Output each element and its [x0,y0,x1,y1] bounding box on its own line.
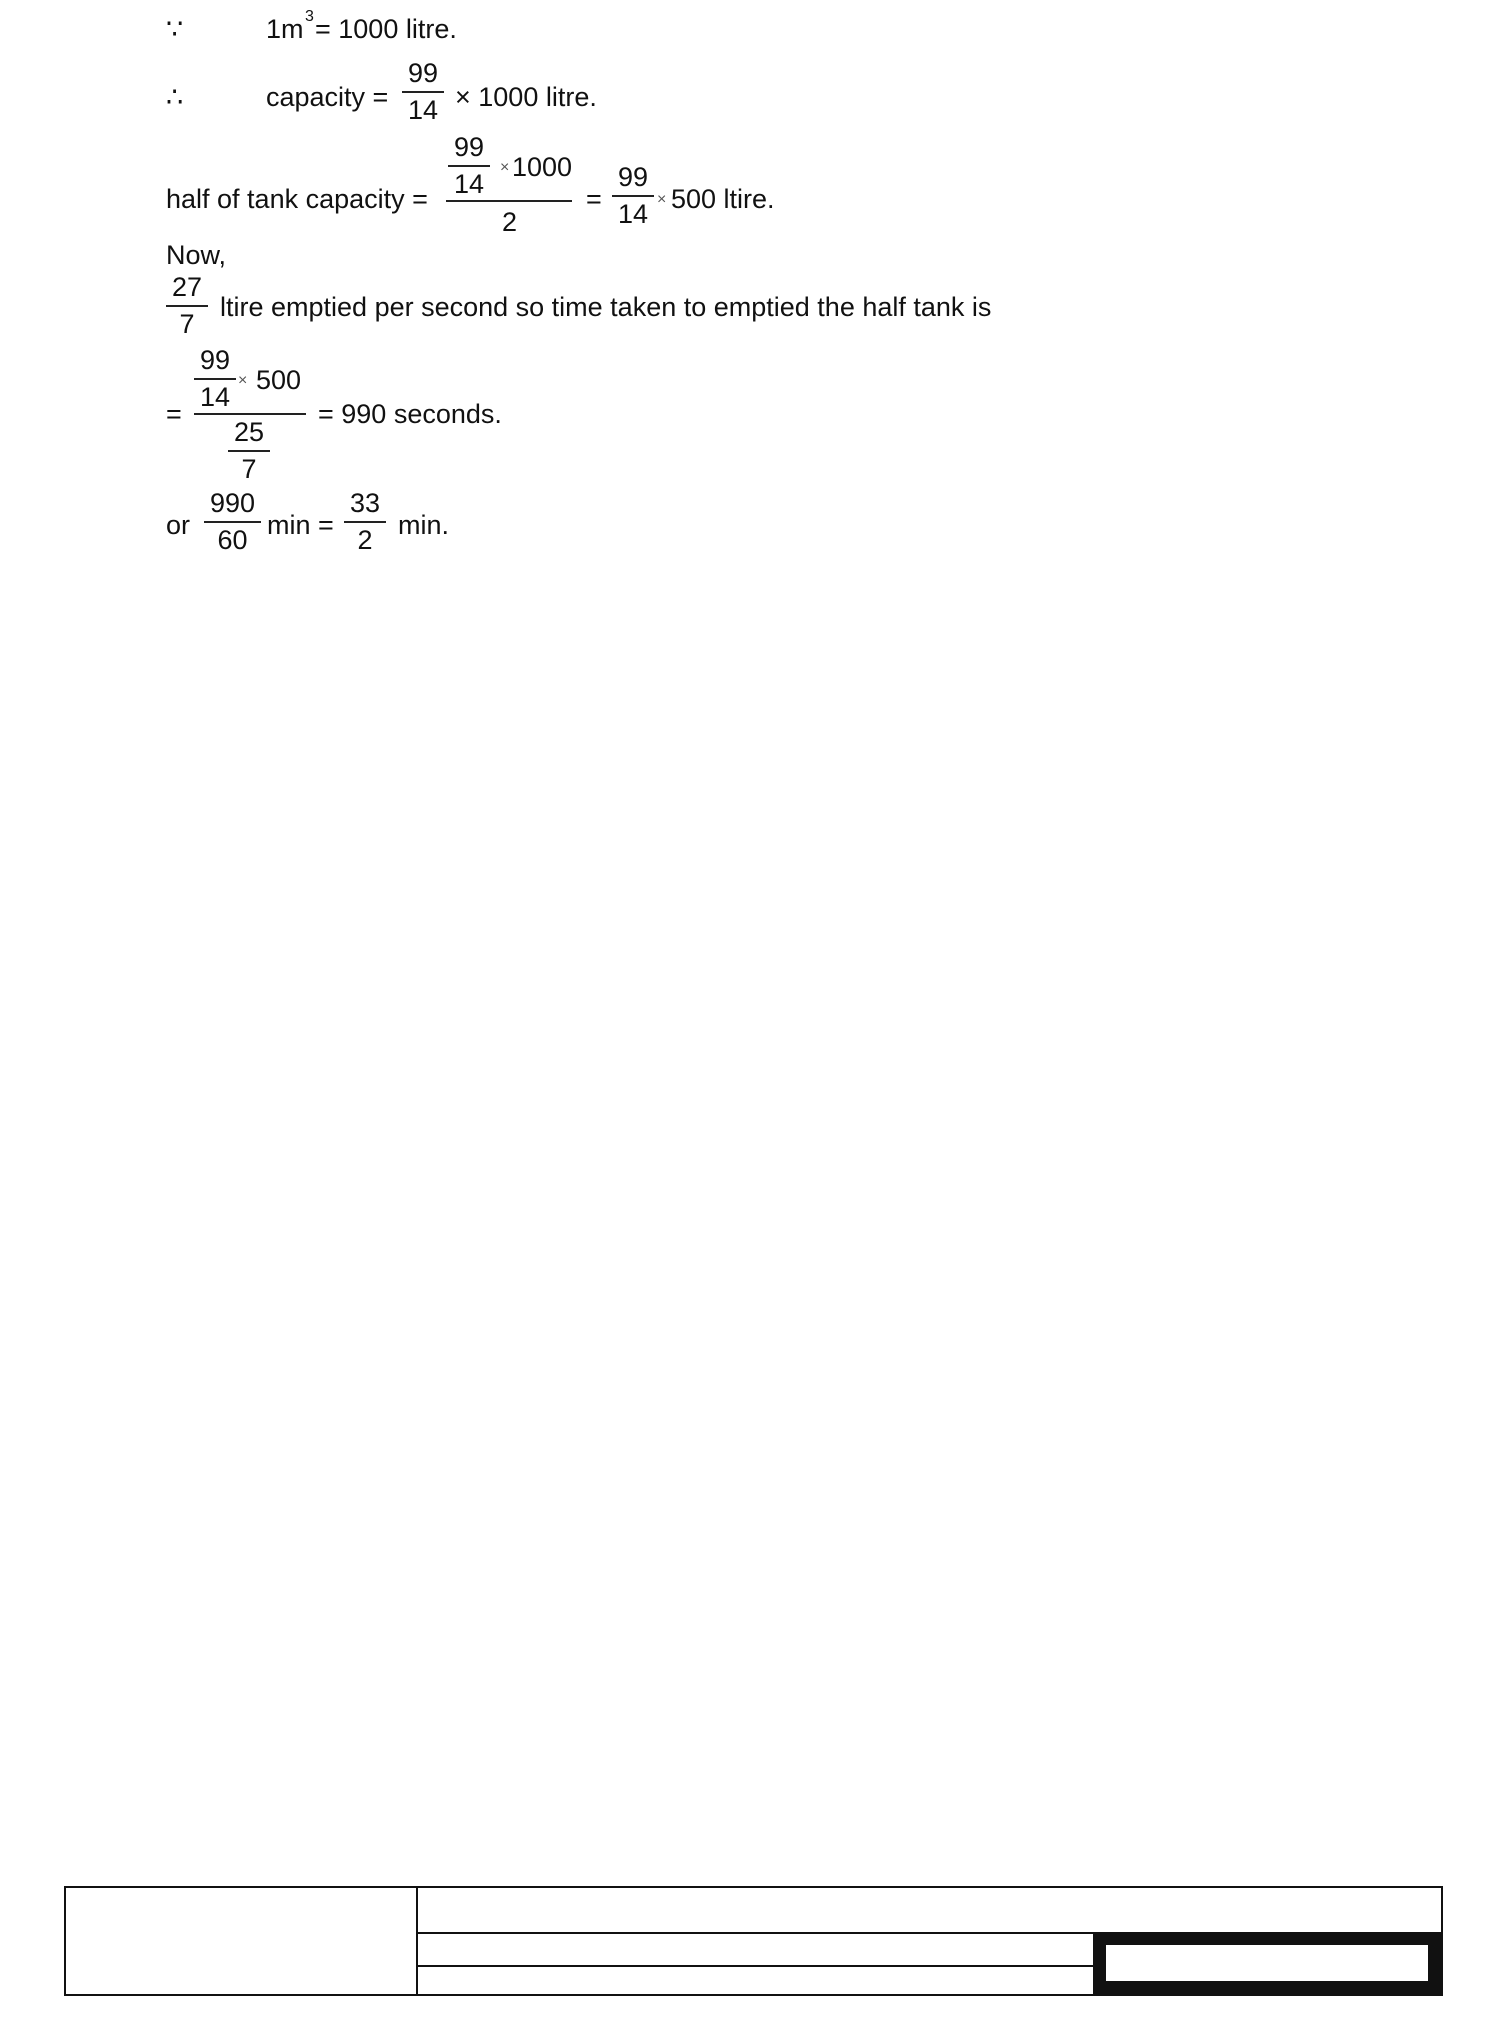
fraction-bar [612,195,654,197]
numerator-fraction [194,347,236,411]
rate-text: ltire emptied per second so time taken to emptied the half tank is [220,292,992,322]
equals-sign: = [166,399,182,429]
fraction-numerator: 99 [408,58,439,88]
footer-bordered-cell [1093,1932,1441,1994]
or-label: or [166,510,191,540]
times-sign: × [500,159,510,176]
inner-multiplier: 500 [256,365,302,395]
inner-multiplier: 1000 [512,152,573,182]
main-fraction-bar [446,200,572,202]
main-fraction-bar [194,413,306,415]
compound-fraction [446,132,574,237]
half-capacity-label: half of tank capacity = [166,184,428,214]
half-capacity-rest: 500 ltire. [671,184,775,214]
result-fraction [344,490,386,554]
minutes-equals: min = [267,510,334,540]
fraction-denominator: 14 [408,95,439,125]
capacity-fraction [402,60,444,124]
seconds-to-minutes-fraction [204,490,261,554]
fraction-bar [448,165,490,167]
fraction-denominator: 14 [618,199,649,229]
denominator-fraction [228,419,270,483]
fraction-bar [166,305,208,307]
capacity-rest: × 1000 litre. [455,82,597,112]
fraction-bar [204,521,261,523]
fraction-bar [402,91,444,93]
unit-equation-rest: = 1000 litre. [315,14,457,44]
line-now [166,242,226,269]
equals-sign: = [586,184,602,214]
times-sign: × [657,191,667,208]
fraction-numerator: 990 [210,488,256,518]
fraction-numerator: 33 [350,488,381,518]
now-text: Now, [166,240,227,270]
times-sign: × [238,372,248,389]
fraction-denominator: 2 [357,525,373,555]
fraction-bar [228,450,270,452]
footer-table [64,1886,1443,1996]
fraction-denominator: 7 [179,309,195,339]
unit-base: 1m [266,14,304,44]
rate-fraction [166,274,208,338]
fraction-denominator: 60 [217,525,248,555]
fraction-numerator: 99 [618,162,649,192]
outer-denominator: 2 [502,207,518,237]
fraction-numerator: 27 [172,272,203,302]
minutes-unit: min. [398,510,450,540]
therefore-symbol: ∴ [166,82,184,112]
capacity-label: capacity = [266,82,389,112]
fraction-numerator: 25 [234,417,265,447]
unit-exponent: 3 [305,8,314,25]
half-capacity-fraction [612,164,654,228]
fraction-bar [344,521,386,523]
because-symbol: ∵ [166,14,184,44]
fraction-denominator: 14 [454,169,485,199]
fraction-numerator: 99 [200,345,231,375]
fraction-numerator: 99 [454,132,485,162]
fraction-denominator: 14 [200,382,231,412]
inner-fraction [448,134,490,198]
time-result: = 990 seconds. [318,399,502,429]
footer-row-divider [418,1965,1095,1967]
fraction-denominator: 7 [241,454,257,484]
footer-left-cell [66,1888,418,1994]
fraction-bar [194,378,236,380]
